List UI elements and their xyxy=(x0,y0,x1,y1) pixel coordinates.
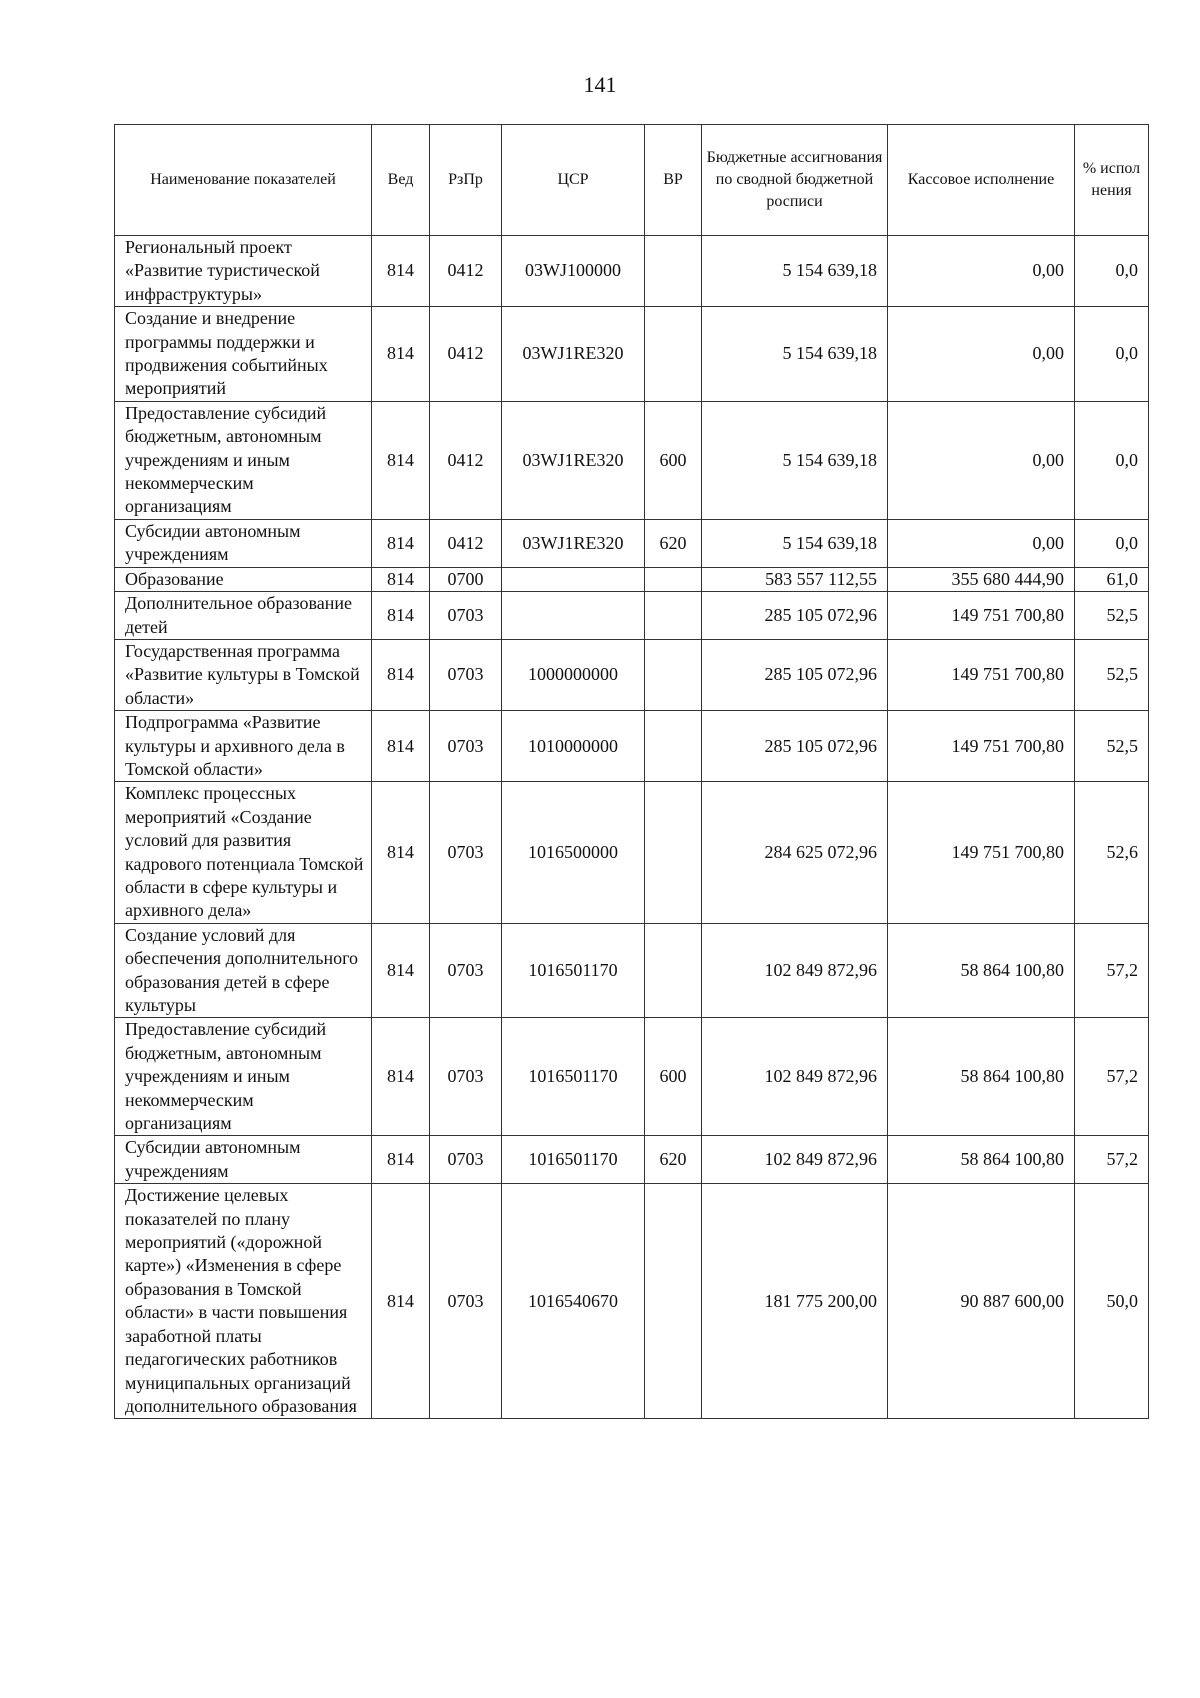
cell-vr xyxy=(645,639,702,710)
cell-executed: 149 751 700,80 xyxy=(888,711,1075,782)
cell-assigned: 583 557 112,55 xyxy=(702,567,888,591)
cell-vr xyxy=(645,782,702,923)
cell-name: Комплекс процессных мероприятий «Создание условий для развития кадрового потенциала Томской области в сфере культуры и архивного дела» xyxy=(115,782,372,923)
cell-ved: 814 xyxy=(372,639,430,710)
table-row xyxy=(115,1184,1149,1419)
cell-rzpr: 0703 xyxy=(430,1018,502,1136)
cell-name: Создание условий для обеспечения дополнительного образования детей в сфере культуры xyxy=(115,923,372,1018)
cell-ved: 814 xyxy=(372,592,430,640)
header-csr: ЦСР xyxy=(502,125,645,236)
cell-ved: 814 xyxy=(372,711,430,782)
cell-percent: 52,5 xyxy=(1075,592,1149,640)
cell-executed: 0,00 xyxy=(888,401,1075,519)
table-row xyxy=(115,1136,1149,1184)
table-body xyxy=(115,236,1149,1419)
table-row xyxy=(115,1018,1149,1136)
cell-executed: 149 751 700,80 xyxy=(888,639,1075,710)
cell-percent: 57,2 xyxy=(1075,1136,1149,1184)
cell-percent: 0,0 xyxy=(1075,401,1149,519)
cell-vr xyxy=(645,307,702,402)
cell-percent: 50,0 xyxy=(1075,1184,1149,1419)
cell-assigned: 285 105 072,96 xyxy=(702,639,888,710)
header-executed: Кассовое исполнение xyxy=(888,125,1075,236)
cell-csr: 03WJ100000 xyxy=(502,236,645,307)
cell-csr: 1016540670 xyxy=(502,1184,645,1419)
cell-rzpr: 0703 xyxy=(430,639,502,710)
cell-name: Достижение целевых показателей по плану мероприятий («дорожной карте») «Изменения в сфере образования в Томской области» в части повышения заработной платы педагогических работников муниципальных организаций дополнительного образования xyxy=(115,1184,372,1419)
cell-vr: 600 xyxy=(645,401,702,519)
cell-executed: 58 864 100,80 xyxy=(888,1018,1075,1136)
cell-executed: 58 864 100,80 xyxy=(888,1136,1075,1184)
cell-name: Региональный проект «Развитие туристической инфраструктуры» xyxy=(115,236,372,307)
cell-executed: 0,00 xyxy=(888,307,1075,402)
cell-vr xyxy=(645,923,702,1018)
cell-assigned: 5 154 639,18 xyxy=(702,519,888,567)
cell-rzpr: 0703 xyxy=(430,923,502,1018)
cell-percent: 0,0 xyxy=(1075,236,1149,307)
cell-rzpr: 0703 xyxy=(430,1136,502,1184)
header-name: Наименование показателей xyxy=(115,125,372,236)
cell-vr xyxy=(645,567,702,591)
cell-rzpr: 0703 xyxy=(430,592,502,640)
cell-csr: 1010000000 xyxy=(502,711,645,782)
cell-rzpr: 0700 xyxy=(430,567,502,591)
cell-name: Образование xyxy=(115,567,372,591)
cell-vr: 600 xyxy=(645,1018,702,1136)
cell-csr: 03WJ1RE320 xyxy=(502,401,645,519)
page-number: 141 xyxy=(583,72,617,97)
cell-name: Предоставление субсидий бюджетным, автономным учреждениям и иным некоммерческим организациям xyxy=(115,401,372,519)
cell-name: Государственная программа «Развитие культуры в Томской области» xyxy=(115,639,372,710)
cell-vr: 620 xyxy=(645,519,702,567)
cell-executed: 0,00 xyxy=(888,519,1075,567)
table-row xyxy=(115,401,1149,519)
table-row xyxy=(115,519,1149,567)
cell-vr xyxy=(645,711,702,782)
cell-vr xyxy=(645,592,702,640)
cell-csr: 1016501170 xyxy=(502,923,645,1018)
header-ved: Вед xyxy=(372,125,430,236)
cell-assigned: 5 154 639,18 xyxy=(702,401,888,519)
table-row xyxy=(115,639,1149,710)
cell-csr xyxy=(502,592,645,640)
cell-csr: 03WJ1RE320 xyxy=(502,307,645,402)
cell-vr xyxy=(645,236,702,307)
cell-name: Предоставление субсидий бюджетным, автономным учреждениям и иным некоммерческим организациям xyxy=(115,1018,372,1136)
cell-ved: 814 xyxy=(372,519,430,567)
cell-csr: 1000000000 xyxy=(502,639,645,710)
cell-executed: 149 751 700,80 xyxy=(888,782,1075,923)
cell-rzpr: 0412 xyxy=(430,519,502,567)
cell-assigned: 5 154 639,18 xyxy=(702,307,888,402)
cell-executed: 149 751 700,80 xyxy=(888,592,1075,640)
cell-percent: 52,6 xyxy=(1075,782,1149,923)
cell-rzpr: 0412 xyxy=(430,307,502,402)
cell-percent: 0,0 xyxy=(1075,307,1149,402)
cell-assigned: 181 775 200,00 xyxy=(702,1184,888,1419)
cell-csr: 1016501170 xyxy=(502,1136,645,1184)
cell-executed: 58 864 100,80 xyxy=(888,923,1075,1018)
cell-rzpr: 0412 xyxy=(430,401,502,519)
cell-vr xyxy=(645,1184,702,1419)
cell-rzpr: 0412 xyxy=(430,236,502,307)
cell-executed: 0,00 xyxy=(888,236,1075,307)
table-row xyxy=(115,592,1149,640)
budget-table xyxy=(114,124,1149,1419)
cell-ved: 814 xyxy=(372,1136,430,1184)
table-header-row xyxy=(115,125,1149,236)
cell-csr xyxy=(502,567,645,591)
cell-ved: 814 xyxy=(372,1018,430,1136)
cell-ved: 814 xyxy=(372,307,430,402)
cell-assigned: 285 105 072,96 xyxy=(702,592,888,640)
header-vr: ВР xyxy=(645,125,702,236)
cell-rzpr: 0703 xyxy=(430,782,502,923)
header-assigned: Бюджетные ассигнования по сводной бюджетной росписи xyxy=(702,125,888,236)
table-row xyxy=(115,923,1149,1018)
cell-percent: 57,2 xyxy=(1075,923,1149,1018)
cell-name: Дополнительное образование детей xyxy=(115,592,372,640)
cell-rzpr: 0703 xyxy=(430,711,502,782)
cell-rzpr: 0703 xyxy=(430,1184,502,1419)
cell-csr: 03WJ1RE320 xyxy=(502,519,645,567)
cell-percent: 0,0 xyxy=(1075,519,1149,567)
cell-percent: 57,2 xyxy=(1075,1018,1149,1136)
table-row xyxy=(115,236,1149,307)
cell-name: Субсидии автономным учреждениям xyxy=(115,519,372,567)
cell-ved: 814 xyxy=(372,782,430,923)
table-row xyxy=(115,307,1149,402)
header-percent: % испол нения xyxy=(1075,125,1149,236)
cell-assigned: 102 849 872,96 xyxy=(702,1136,888,1184)
cell-name: Создание и внедрение программы поддержки и продвижения событийных мероприятий xyxy=(115,307,372,402)
cell-vr: 620 xyxy=(645,1136,702,1184)
cell-csr: 1016501170 xyxy=(502,1018,645,1136)
cell-ved: 814 xyxy=(372,567,430,591)
cell-ved: 814 xyxy=(372,236,430,307)
cell-executed: 90 887 600,00 xyxy=(888,1184,1075,1419)
cell-name: Подпрограмма «Развитие культуры и архивного дела в Томской области» xyxy=(115,711,372,782)
table-row xyxy=(115,711,1149,782)
table-row xyxy=(115,782,1149,923)
cell-assigned: 102 849 872,96 xyxy=(702,1018,888,1136)
cell-percent: 61,0 xyxy=(1075,567,1149,591)
cell-assigned: 5 154 639,18 xyxy=(702,236,888,307)
cell-csr: 1016500000 xyxy=(502,782,645,923)
cell-name: Субсидии автономным учреждениям xyxy=(115,1136,372,1184)
cell-percent: 52,5 xyxy=(1075,639,1149,710)
cell-percent: 52,5 xyxy=(1075,711,1149,782)
cell-assigned: 284 625 072,96 xyxy=(702,782,888,923)
cell-ved: 814 xyxy=(372,401,430,519)
cell-ved: 814 xyxy=(372,923,430,1018)
cell-ved: 814 xyxy=(372,1184,430,1419)
cell-assigned: 285 105 072,96 xyxy=(702,711,888,782)
table-row xyxy=(115,567,1149,591)
cell-executed: 355 680 444,90 xyxy=(888,567,1075,591)
header-rzpr: РзПр xyxy=(430,125,502,236)
cell-assigned: 102 849 872,96 xyxy=(702,923,888,1018)
